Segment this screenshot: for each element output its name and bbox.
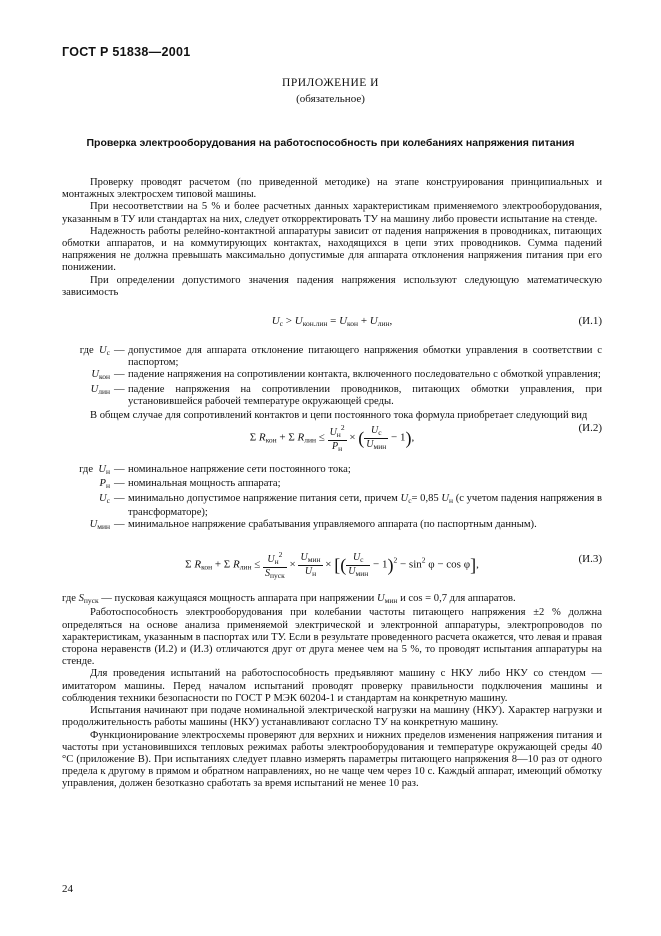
definition-row: $U_с$ — минимально допустимое напряжение питания сети, причем $U_с= 0,85$ $U_н$ (с учетом падения напряжения в трансформаторе); [99, 492, 603, 518]
formula-3: Σ $R_{кон} + \Sigma$ $R_{лин}$ ≤ $\frac{U_н^2}{S_{пуск}}$ × $\frac{U_{мин}}{U_н}$ × [( $\frac{U_с}{U_{мин}}$ − $1)^2 - \sin^2 \varphi - \cos \varphi$], (И.3) [185, 550, 602, 581]
definitions-2 [62, 464, 602, 533]
definition-row: $P_н$ — номинальная мощность аппарата; [62, 478, 602, 492]
paragraph: Проверку проводят расчетом (по приведенной методике) на этапе конструирования принципиальных и монтажных электросхем типовой машины. [62, 177, 602, 201]
definition-text: номинальная мощность аппарата; [128, 478, 281, 490]
annex-title: ПРИЛОЖЕНИЕ И [282, 77, 379, 89]
formula-number: (И.1) [578, 315, 602, 328]
paragraph: Испытания начинают при подаче номинальной электрической нагрузки на машину (НКУ). Характер нагрузки и продолжительность работы машины (НКУ) устанавливают согласно ТУ на конкретную машину. [62, 705, 602, 729]
definition-text: падение напряжения на сопротивлении проводников, питающих обмотки управления, при установившейся рабочей температуре окружающей среды. [128, 383, 602, 407]
formula-1: $U_с > U_{кон.лин} = U_{кон} + U_{лин}$, (И.1) [271, 315, 602, 329]
section-title: Проверка электрооборудования на работоспособность при колебаниях напряжения питания [86, 137, 575, 149]
definition-row: $U_{мин}$ — минимальное напряжение срабатывания управляемого аппарата (по паспортным данным). [62, 519, 602, 533]
paragraph: Надежность работы релейно-контактной аппаратуры зависит от падения напряжения в проводниках, питающих обмотки аппаратов, и на коммутирующих контактах, находящихся в цепи этих проводников. Сумма падений напряжения не должна превышать максимально допустимые для аппарата отклонения напряжения питания при его понижении. [62, 225, 602, 274]
definition-text: допустимое для аппарата отклонение питающего напряжения обмотки управления в соответствии с паспортом; [128, 345, 602, 369]
formula-2: Σ $R_{кон} + \Sigma$ $R_{лин}$ ≤ $\frac{U_н^2}{P_н}$ × ( $\frac{U_с}{U_{мин}}$ − 1), (И.2) [249, 422, 602, 454]
formula-number: (И.2) [578, 422, 602, 435]
where-label: где [79, 345, 94, 357]
definition-text: падение напряжения на сопротивлении контакта, включенного последовательно с обмоткой управления; [128, 369, 601, 381]
paragraph: Работоспособность электрооборудования при колебании частоты питающего напряжения ±2 % должна определяться на основе анализа применяемой электрической и электронной аппаратуры, электропроводов по характеристикам, указанным в паспортах или ТУ. Если в результате проведенного расчета окажется, что левая и правая сторона неравенств (И.2) и (И.3) отличаются друг от друга менее чем на 5 %, то проводят испытания аппаратуры на стенде. [62, 607, 602, 668]
paragraph: В общем случае для сопротивлений контактов и цепи постоянного тока формула приобретает следующий вид [90, 410, 588, 422]
paragraph: Функционирование электросхемы проверяют для верхних и нижних пределов изменения напряжения питания и частоты при установившихся тепловых режимах работы электрооборудования и температуре окружающей среды 40 °С (приложение В). При испытаниях следует плавно измерять параметры питающего напряжения 8—10 раз от одного предела к другому в прямом и обратном направлениях, но не чаще чем через 10 с. Каждый аппарат, имеющий обмотку управления, должен безотказно сработать за время испытаний не менее 10 раз. [62, 729, 602, 790]
document-code: ГОСТ Р 51838—2001 [62, 45, 191, 59]
definition-text: минимальное напряжение срабатывания управляемого аппарата (по паспортным данным). [128, 519, 537, 531]
definition-text: номинальное напряжение сети постоянного тока; [128, 464, 351, 476]
paragraph: При несоответствии на 5 % и более расчетных данных характеристикам применяемого электрооборудования, указанным в ТУ или стандартах на них, следует откорректировать ТУ на машину либо провести испытание на стенде. [62, 201, 602, 225]
body-text [62, 177, 602, 791]
definition-row: $U_{кон}$ — падение напряжения на сопротивлении контакта, включенного последовательно с обмоткой управления; [91, 369, 601, 382]
paragraph: Для проведения испытаний на работоспособность предъявляют машину с НКУ либо НКУ со стендом — имитатором машины. Перед началом испытаний проводят проверку правильности подключения машины и соблюдения техники безопасности по ГОСТ Р МЭК 60204-1 и стандартам на конкретную машину. [62, 668, 602, 704]
paragraph: При определении допустимого значения падения напряжения используют следующую математическую зависимость [62, 274, 602, 298]
definition-row: где $U_с$ — допустимое для аппарата отклонение питающего напряжения обмотки управления в соответствии с паспортом; [79, 345, 602, 369]
definitions-1 [62, 345, 602, 408]
definition-text: минимально допустимое напряжение питания сети, причем $U_с= 0,85$ $U_н$ (с учетом падения напряжения в трансформаторе); [128, 492, 603, 518]
formula-number: (И.3) [578, 553, 602, 566]
where-label: где [79, 464, 94, 476]
definition-line: где $S_{пуск}$ — пусковая кажущаяся мощность аппарата при напряжении $U_{мин}$ и cos = 0,7 для аппаратов. [62, 593, 516, 606]
definition-row: где $U_н$ — номинальное напряжение сети постоянного тока; [62, 464, 602, 478]
annex-subtitle: (обязательное) [296, 93, 365, 105]
definition-row: $U_{лин}$ — падение напряжения на сопротивлении проводников, питающих обмотки управления, при установившейся рабочей температуре окружающей среды. [90, 383, 602, 407]
page-number: 24 [62, 883, 73, 895]
